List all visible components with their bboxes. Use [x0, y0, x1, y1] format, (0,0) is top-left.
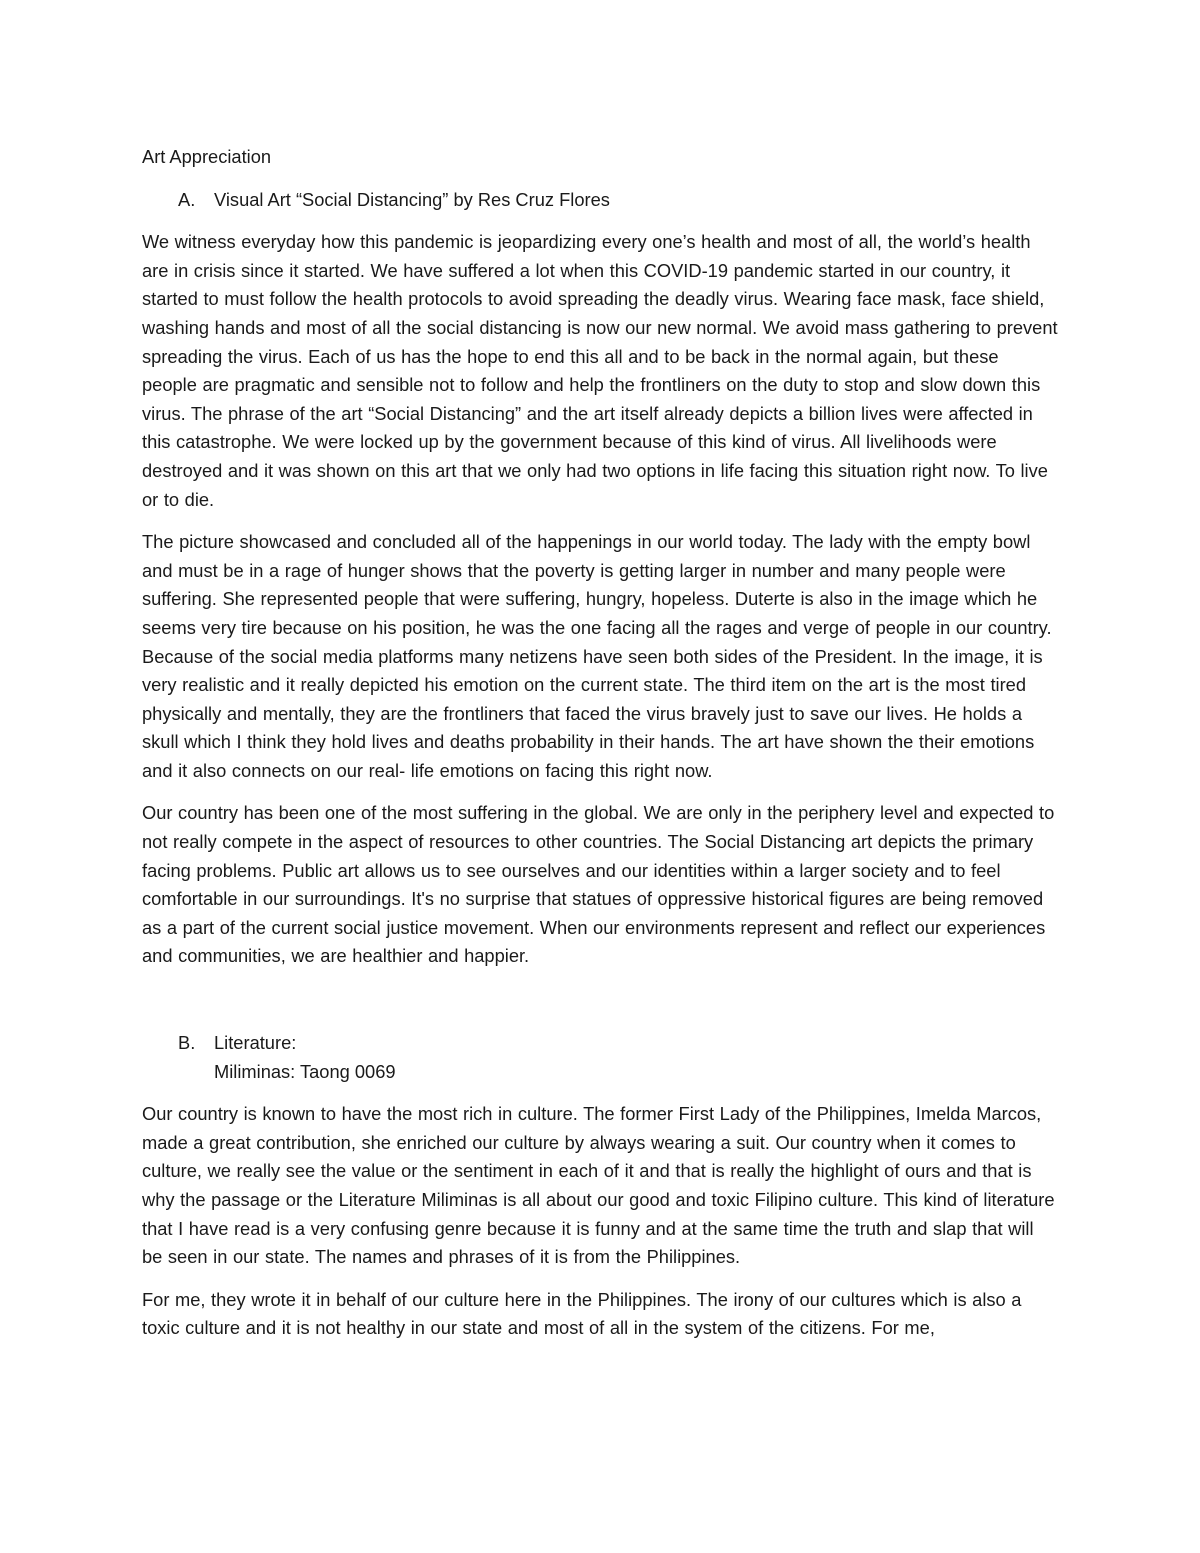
section-a-marker: A.	[178, 188, 196, 210]
section-a-heading	[142, 186, 1058, 215]
paragraph: Our country is known to have the most rich in culture. The former First Lady of the Philippines, Imelda Marcos, made a great contribution, she enriched our culture by always wearing a suit. Our country when it comes to culture, we really see the value or the sentiment in each of it and that is really the highlight of ours and that is why the passage or the Literature Miliminas is all about our good and toxic Filipino culture. This kind of literature that I have read is a very confusing genre because it is funny and at the same time the truth and slap that will be seen in our state. The names and phrases of it is from the Philippines.	[142, 1103, 1055, 1268]
paragraph: Our country has been one of the most suffering in the global. We are only in the periphery level and expected to not really compete in the aspect of resources to other countries. The Social Distancing art depicts the primary facing problems. Public art allows us to see ourselves and our identities within a larger society and to feel comfortable in our surroundings. It's no surprise that statues of oppressive historical figures are being removed as a part of the current social justice movement. When our environments represent and reflect our experiences and communities, we are healthier and happier.	[142, 802, 1055, 967]
section-b-subtitle: Miliminas: Taong 0069	[214, 1060, 396, 1082]
document-body	[142, 143, 1058, 1357]
section-b-title: Literature:	[214, 1032, 297, 1054]
section-a-title: Visual Art “Social Distancing” by Res Cruz Flores	[214, 188, 610, 210]
section-b-marker: B.	[178, 1032, 196, 1054]
document-title: Art Appreciation	[142, 146, 272, 167]
paragraph: The picture showcased and concluded all of the happenings in our world today. The lady with the empty bowl and must be in a rage of hunger shows that the poverty is getting larger in number and many people were suffering. She represented people that were suffering, hungry, hopeless. Duterte is also in the image which he seems very tire because on his position, he was the one facing all the rages and verge of people in our country. Because of the social media platforms many netizens have seen both sides of the President. In the image, it is very realistic and it really depicted his emotion on the current state. The third item on the art is the most tired physically and mentally, they are the frontliners that faced the virus bravely just to save our lives. He holds a skull which I think they hold lives and deaths probability in their hands. The art have shown the their emotions and it also connects on our real- life emotions on facing this right now.	[142, 531, 1052, 781]
paragraph: We witness everyday how this pandemic is jeopardizing every one’s health and most of all, the world’s health are in crisis since it started. We have suffered a lot when this COVID-19 pandemic started in our country, it started to must follow the health protocols to avoid spreading the deadly virus. Wearing face mask, face shield, washing hands and most of all the social distancing is now our new normal. We avoid mass gathering to prevent spreading the virus. Each of us has the hope to end this all and to be back in the normal again, but these people are pragmatic and sensible not to follow and help the frontliners on the duty to stop and slow down this virus. The phrase of the art “Social Distancing” and the art itself already depicts a billion lives were affected in this catastrophe. We were locked up by the government because of this kind of virus. All livelihoods were destroyed and it was shown on this art that we only had two options in life facing this situation right now. To live or to die.	[142, 231, 1058, 510]
paragraph: For me, they wrote it in behalf of our culture here in the Philippines. The irony of our cultures which is also a toxic culture and it is not healthy in our state and most of all in the system of the citizens. For me,	[142, 1288, 1022, 1339]
section-b-heading	[142, 1029, 1058, 1086]
